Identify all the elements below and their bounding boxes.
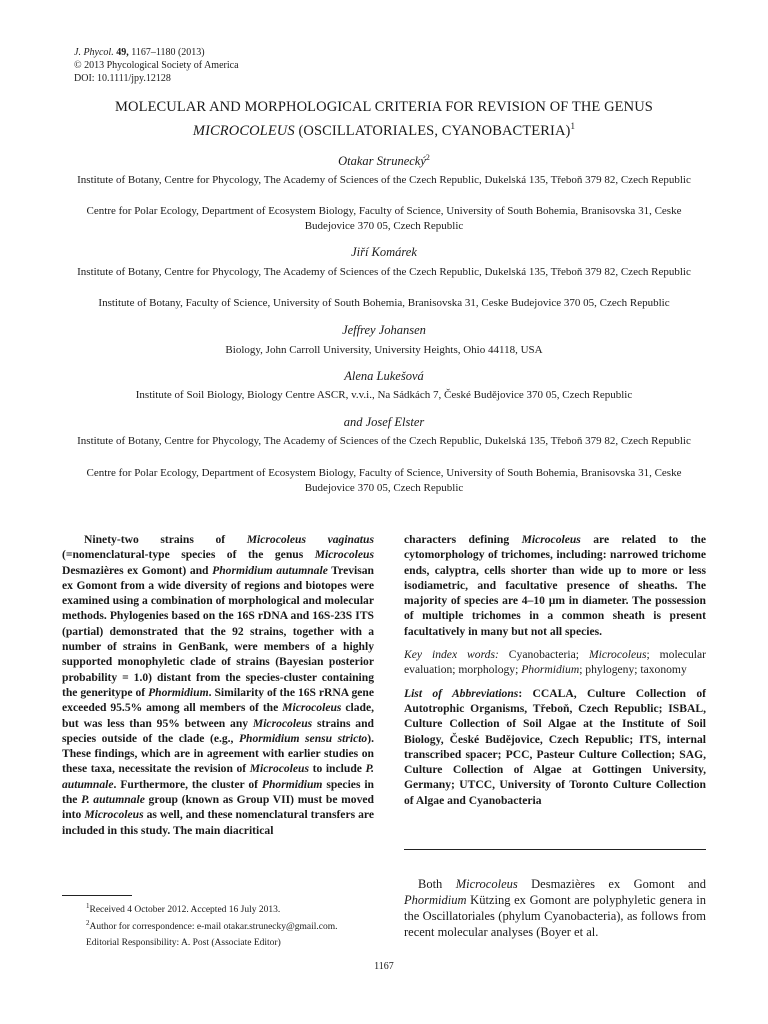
abstract — [62, 532, 374, 838]
text-run: Phormidium autumnale — [212, 563, 328, 577]
column-divider — [404, 849, 706, 850]
text-run: are related to the cytomorphology of trichomes, including: narrowed trichome ends, calyptra, cells shorter than wide up to more or less isodiametric, and facultative presence of sheaths. The majority of species are 4–10 µm in diameter. The possession of multiple trichomes in a common sheath is present facultatively in many but not all species. — [404, 533, 707, 638]
title-line-2 — [60, 117, 708, 141]
paper-title — [60, 98, 708, 141]
author-name: Jiří Komárek — [351, 245, 417, 259]
text-run: Microcoleus — [282, 701, 342, 715]
text-run: Microcoleus — [521, 533, 581, 546]
text-run: Phormidium sensu stricto — [238, 731, 368, 745]
text-run: Key index words: — [404, 648, 509, 662]
citation-line — [74, 46, 239, 59]
text-run: Trevisan ex Gomont from a wide diversity of regions and biotopes were examined using a combination of morphological and molecular methods. Phylogenies based on the 16S rDNA and 16S-23S ITS (partial) demonstrated that the 92 strains, together with a number of strains in GenBank, were members of a highly supported monophyletic clade of strains (Bayesian posterior probability = 1.0) distant from the species-cluster containing the generitype of — [62, 563, 374, 699]
text-run: . Similarity of the 16S rRNA gene exceeded 95.5% among all members of the — [62, 685, 374, 715]
text-run: (=nomenclatural-type species of the genus — [62, 548, 315, 562]
text-run: Microcoleus — [84, 808, 144, 822]
text-run: Phormidium — [148, 685, 209, 699]
text-run: ). These findings, which are in agreement with earlier studies on these taxa, necessitate the revision of — [62, 731, 374, 776]
text-run: Kützing ex Gomont are polyphyletic genera in the Oscillatoriales (phylum Cyanobacteria), as follows from recent molecular analyses (Boyer et al. — [404, 893, 706, 939]
text-run: ; phylogeny; taxonomy — [579, 663, 687, 677]
author-name: Jeffrey Johansen — [342, 323, 426, 337]
doi-line: DOI: 10.1111/jpy.12128 — [74, 73, 171, 84]
title-footnote-mark: 1 — [570, 121, 576, 131]
text-run: ; molecular evaluation; morphology; — [404, 648, 707, 677]
text-run: List of Abbreviations — [404, 686, 519, 700]
text-run: to include — [309, 762, 366, 776]
text-run: Microcoleus — [249, 762, 310, 776]
title-line-2-rest: (OSCILLATORIALES, CYANOBACTERIA) — [298, 122, 571, 139]
text-run: P. autumnale — [62, 762, 374, 791]
text-run: Ninety-two strains of — [84, 533, 247, 546]
text-run: Microcoleus — [588, 648, 647, 662]
page-number: 1167 — [374, 961, 394, 972]
author-name: Alena Lukešová — [344, 369, 424, 383]
journal-volume: 49, — [116, 47, 129, 58]
text-run: clade, but was less than 95% between any — [62, 701, 374, 730]
text-run: Desmazières ex Gomont) and — [62, 563, 213, 577]
text-run: Microcoleus — [455, 877, 518, 891]
text-run: species in the — [62, 777, 374, 807]
key-index-words — [404, 647, 706, 678]
author-affiliation: Centre for Polar Ecology, Department of Ecosystem Biology, Faculty of Science, University of South Bohemia, Branisovska 31, Ceske Budejovice 370 05, Czech Republic — [86, 205, 682, 232]
author-affiliation: Institute of Botany, Centre for Phycology, The Academy of Sciences of the Czech Republic, Dukelská 135, Třeboň 379 82, Czech Republic — [77, 174, 691, 186]
text-run: characters defining — [404, 533, 522, 546]
journal-header — [74, 46, 239, 85]
author-affiliation: Institute of Soil Biology, Biology Centre ASCR, v.v.i., Na Sádkách 7, České Budějovice 370 05, Czech Republic — [135, 389, 633, 401]
author-affiliation: Institute of Botany, Centre for Phycology, The Academy of Sciences of the Czech Republic, Dukelská 135, Třeboň 379 82, Czech Republic — [77, 435, 691, 447]
abstract-continued — [404, 532, 706, 639]
text-run: Both — [418, 877, 456, 891]
text-run: as well, and these nomenclatural transfers are included in this study. The main diacritical — [62, 808, 374, 837]
author-affiliation: Centre for Polar Ecology, Department of Ecosystem Biology, Faculty of Science, University of South Bohemia, Branisovska 31, Ceske Budejovice 370 05, Czech Republic — [86, 467, 682, 494]
author-affiliation: Institute of Botany, Centre for Phycology, The Academy of Sciences of the Czech Republic, Dukelská 135, Třeboň 379 82, Czech Republic — [77, 266, 691, 278]
text-run: Microcoleus — [314, 548, 374, 562]
text-run: Microcoleus — [252, 716, 313, 730]
text-run: group (known as Group VII) must be moved into — [62, 793, 374, 822]
text-run: strains and species outside of the clade (e.g., — [62, 716, 374, 745]
text-run: Cyanobacteria; — [508, 648, 589, 662]
journal-abbrev: J. Phycol. — [74, 47, 114, 58]
author-affiliation: Biology, John Carroll University, University Heights, Ohio 44118, USA — [225, 344, 543, 356]
text-run: Phormidium — [261, 777, 323, 791]
title-line-1: MOLECULAR AND MORPHOLOGICAL CRITERIA FOR REVISION OF THE GENUS — [115, 99, 653, 115]
text-run: P. autumnale — [81, 793, 145, 807]
author-footnote-mark: 2 — [425, 153, 430, 162]
title-genus: MICROCOLEUS — [192, 122, 295, 139]
text-run: Phormidium — [521, 663, 580, 677]
copyright-line: © 2013 Phycological Society of America — [74, 60, 239, 71]
list-of-abbreviations — [404, 686, 706, 808]
right-column — [404, 532, 706, 816]
footnote-divider — [62, 895, 132, 896]
text-run: : CCALA, Culture Collection of Autotrophic Organisms, Třeboň, Czech Republic; ISBAL, Culture Collection of Soil Algae at the Institute of Soil Biology, České Budějovice, Czech Republic; ITS, internal transcribed spacer; PCC, Pasteur Culture Collection; SAG, Culture Collection of Algae at Gottingen University, Germany; UTCC, University of Toronto Culture Collection of Algae and Cyanobacteria — [404, 686, 706, 807]
introduction-paragraph — [404, 876, 706, 940]
author-name: Otakar Strunecký$^2$ — [338, 153, 430, 169]
footnote: $^2$Author for correspondence: e-mail otakar.strunecky@gmail.com. — [86, 918, 338, 932]
footnote: Editorial Responsibility: A. Post (Associate Editor) — [86, 938, 281, 949]
author-affiliation: Institute of Botany, Faculty of Science, University of South Bohemia, Branisovska 31, Ceske Budejovice 370 05, Czech Republic — [98, 297, 670, 309]
text-run: Microcoleus vaginatus — [246, 533, 374, 546]
footnotes — [86, 900, 376, 950]
text-run: Desmazières ex Gomont and — [517, 877, 706, 891]
text-run: . Furthermore, the cluster of — [113, 777, 262, 791]
journal-pages: 1167–1180 (2013) — [131, 47, 205, 58]
text-run: Phormidium — [404, 893, 467, 907]
footnote: $^1$Received 4 October 2012. Accepted 16 July 2013. — [86, 902, 281, 916]
author-name: and Josef Elster — [343, 415, 425, 429]
